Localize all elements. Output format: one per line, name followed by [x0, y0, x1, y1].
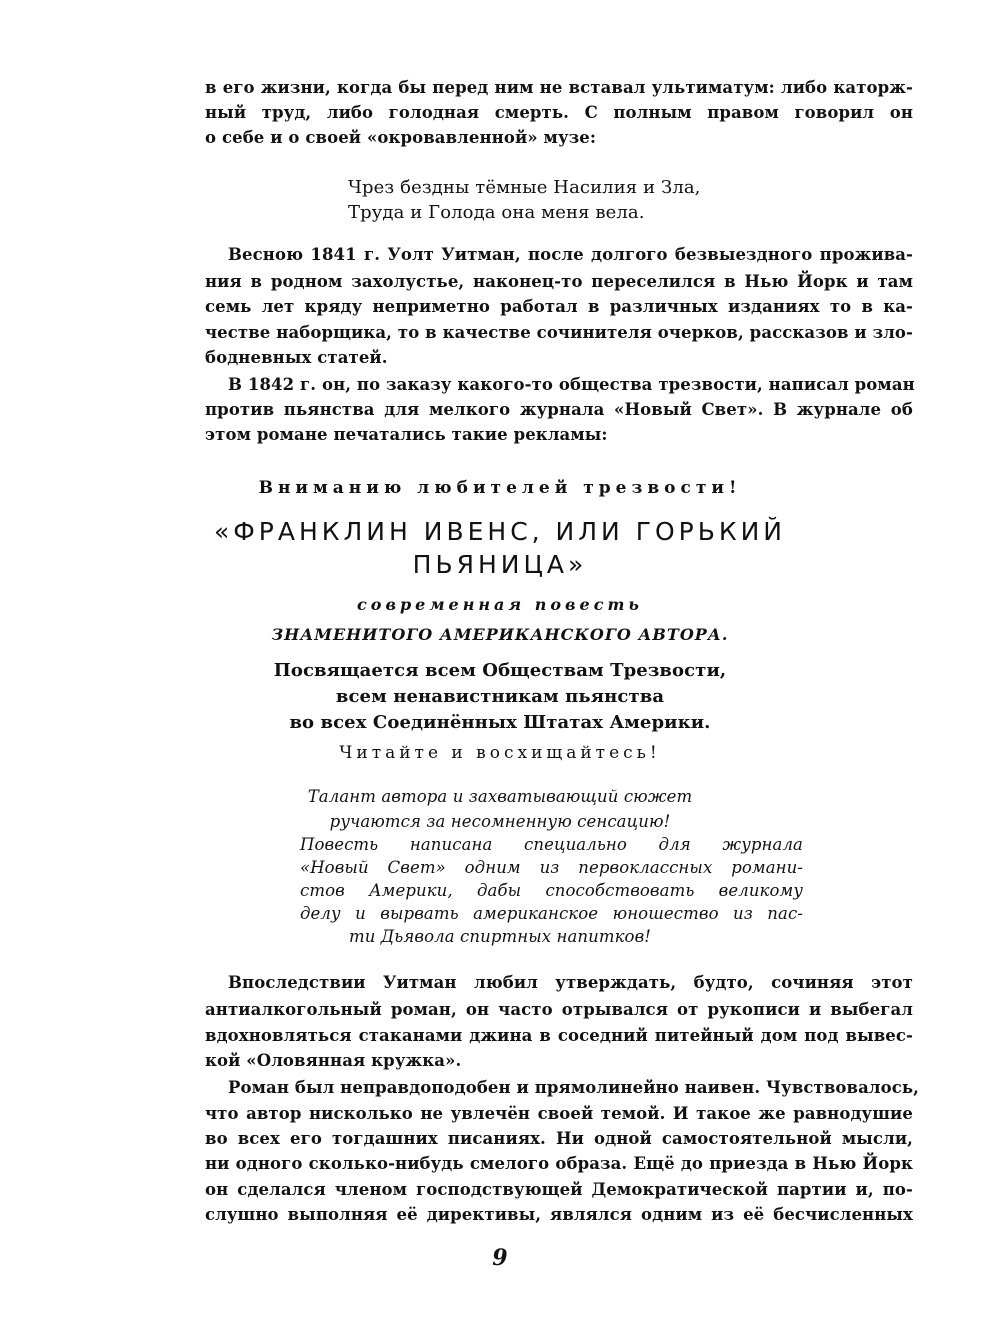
ad-headline: Вниманию любителей трезвости!: [258, 478, 742, 498]
ad-author: ЗНАМЕНИТОГО АМЕРИКАНСКОГО АВТОРА.: [271, 625, 729, 644]
text-line: ни одного сколько-нибудь смелого образа. Ещё до приезда в Нью Йорк: [205, 1154, 913, 1173]
text-line: ния в родном захолустье, наконец-то переселился в Нью Йорк и там: [205, 272, 913, 291]
text-line: семь лет кряду неприметно работал в различных изданиях то в ка-: [205, 297, 913, 316]
text-line: честве наборщика, то в качестве сочинителя очерков, рассказов и зло-: [205, 323, 913, 342]
verse-line: Чрез бездны тёмные Насилия и Зла,: [348, 177, 701, 198]
ad-blurb-line: Талант автора и захватывающий сюжет: [307, 787, 693, 806]
ad-title-line: ПЬЯНИЦА»: [412, 550, 588, 579]
ad-blurb-line: ти Дьявола спиртных напитков!: [348, 927, 652, 946]
text-line: кой «Оловянная кружка».: [205, 1051, 462, 1070]
text-line: ный труд, либо голодная смерть. С полным правом говорил он: [205, 103, 913, 122]
text-line: этом романе печатались такие рекламы:: [205, 425, 608, 444]
text-line: во всех его тогдашних писаниях. Ни одной самостоятельной мысли,: [205, 1129, 913, 1148]
ad-title-line: «ФРАНКЛИН ИВЕНС, ИЛИ ГОРЬКИЙ: [213, 517, 787, 546]
text-line: против пьянства для мелкого журнала «Новый Свет». В журнале об: [205, 400, 913, 419]
text-line: Роман был неправдоподобен и прямолинейно наивен. Чувствовалось,: [228, 1078, 920, 1097]
page-number: 9: [492, 1245, 508, 1271]
text-line: что автор нисколько не увлечён своей темой. И такое же равнодушие: [205, 1104, 913, 1123]
text-line: Весною 1841 г. Уолт Уитман, после долгого безвыездного прожива-: [228, 245, 913, 264]
ad-dedication-line: Посвящается всем Обществам Трезвости,: [273, 660, 727, 681]
ad-subtitle: современная повесть: [357, 595, 643, 614]
text-line: антиалкогольный роман, он часто отрывался от рукописи и выбегал: [205, 1000, 913, 1019]
ad-blurb-line: «Новый Свет» одним из первоклассных романи-: [300, 858, 803, 877]
text-line: Впоследствии Уитман любил утверждать, будто, сочиняя этот: [228, 973, 913, 992]
text-line: слушно выполняя её директивы, являлся одним из её бесчисленных: [205, 1205, 913, 1224]
text-line: он сделался членом господствующей Демократической партии и, по-: [205, 1180, 913, 1199]
text-line: в его жизни, когда бы перед ним не вставал ультиматум: либо каторж-: [205, 78, 913, 97]
ad-dedication-line: всем ненавистникам пьянства: [335, 686, 665, 707]
ad-blurb-line: стов Америки, дабы способствовать великому: [300, 881, 803, 900]
ad-blurb-line: Повесть написана специально для журнала: [300, 835, 803, 854]
verse-line: Труда и Голода она меня вела.: [348, 202, 645, 223]
ad-blurb-line: ручаются за несомненную сенсацию!: [329, 812, 671, 831]
text-line: о себе и о своей «окровавленной» музе:: [205, 128, 597, 147]
ad-blurb-line: делу и вырвать американское юношество из пас-: [300, 904, 803, 923]
ad-call: Читайте и восхищайтесь!: [339, 743, 661, 763]
ad-dedication-line: во всех Соединённых Штатах Америки.: [289, 712, 711, 733]
text-line: В 1842 г. он, по заказу какого-то общества трезвости, написал роман: [228, 375, 915, 394]
text-line: вдохновляться стаканами джина в соседний питейный дом под вывес-: [205, 1026, 913, 1045]
text-line: бодневных статей.: [205, 348, 388, 367]
